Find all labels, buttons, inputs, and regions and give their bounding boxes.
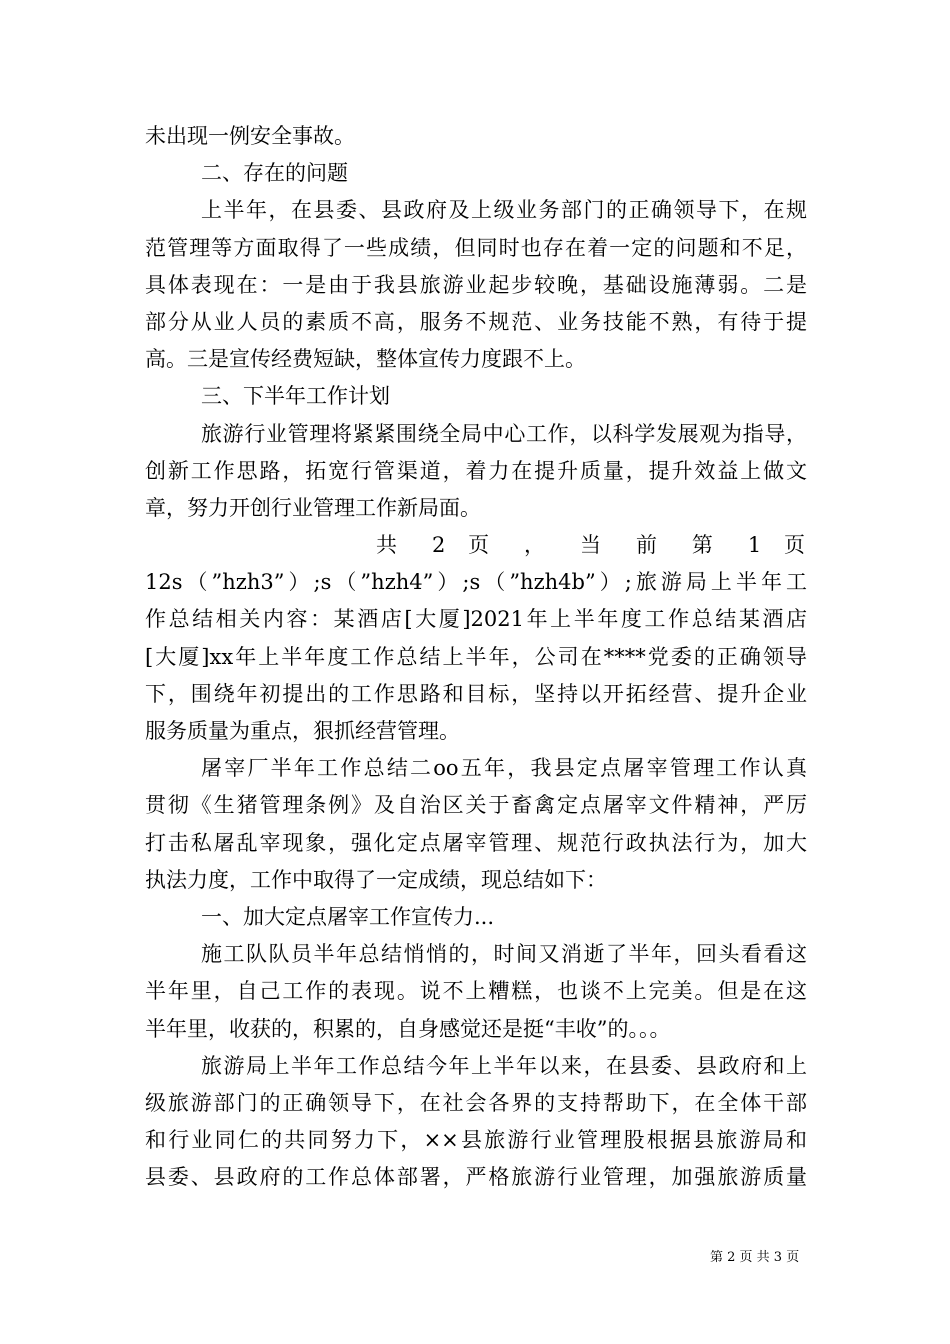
section-heading: 一、加大定点屠宰工作宣传力...: [201, 904, 495, 929]
page-footer: 第 2 页 共 3 页: [710, 1250, 800, 1265]
section-heading: 二、存在的问题: [201, 161, 348, 186]
body-line: 半年里，自己工作的表现。说不上糟糕，也谈不上完美。但是在这: [145, 979, 807, 1004]
section-heading: 三、下半年工作计划: [201, 384, 390, 409]
body-line: 屠宰厂半年工作总结二oo五年，我县定点屠宰管理工作认真: [201, 756, 807, 781]
body-line: 高。三是宣传经费短缺，整体宣传力度跟不上。: [145, 347, 586, 372]
body-line: 旅游行业管理将紧紧围绕全局中心工作，以科学发展观为指导，: [201, 421, 807, 446]
body-line: 县委、县政府的工作总体部署，严格旅游行业管理，加强旅游质量: [145, 1165, 807, 1190]
body-line: 创新工作思路，拓宽行管渠道，着力在提升质量，提升效益上做文: [145, 458, 807, 483]
body-line: 12s（”hzh3”）;s（”hzh4”）;s（”hzh4b”）;旅游局上半年工: [145, 570, 807, 595]
body-line: 服务质量为重点，狠抓经营管理。: [145, 719, 460, 743]
document-body: [145, 118, 807, 1196]
body-line: 级旅游部门的正确领导下，在社会各界的支持帮助下，在全体干部: [145, 1090, 807, 1115]
body-line: 执法力度，工作中取得了一定成绩，现总结如下：: [145, 867, 607, 892]
body-line: 贯彻《生猪管理条例》及自治区关于畜禽定点屠宰文件精神，严厉: [145, 793, 807, 818]
body-line: [大厦]xx年上半年度工作总结上半年，公司在****党委的正确领导: [145, 644, 807, 669]
body-line: 章，努力开创行业管理工作新局面。: [145, 495, 481, 520]
body-line: 施工队队员半年总结悄悄的，时间又消逝了半年，回头看看这: [201, 942, 807, 967]
body-line: 部分从业人员的素质不高，服务不规范、业务技能不熟，有待于提: [145, 309, 807, 334]
body-line: 上半年，在县委、县政府及上级业务部门的正确领导下，在规: [201, 198, 807, 223]
body-line: 和行业同仁的共同努力下，××县旅游行业管理股根据县旅游局和: [145, 1128, 807, 1153]
body-line: 下，围绕年初提出的工作思路和目标，坚持以开拓经营、提升企业: [145, 681, 807, 706]
body-line: 未出现一例安全事故。: [145, 124, 355, 148]
body-line: 范管理等方面取得了一些成绩，但同时也存在着一定的问题和不足，: [145, 235, 807, 260]
page-counter-line: 共 2 页 ， 当 前 第 1 页: [376, 533, 807, 558]
body-line: 作总结相关内容：某酒店[大厦]2021年上半年度工作总结某酒店: [145, 607, 807, 632]
body-line: 打击私屠乱宰现象，强化定点屠宰管理、规范行政执法行为，加大: [145, 830, 807, 855]
body-line: 旅游局上半年工作总结今年上半年以来，在县委、县政府和上: [201, 1053, 807, 1078]
body-line: 具体表现在：一是由于我县旅游业起步较晚，基础设施薄弱。二是: [145, 272, 807, 297]
body-line: 半年里，收获的，积累的，自身感觉还是挺“丰收”的。。。: [145, 1016, 671, 1041]
